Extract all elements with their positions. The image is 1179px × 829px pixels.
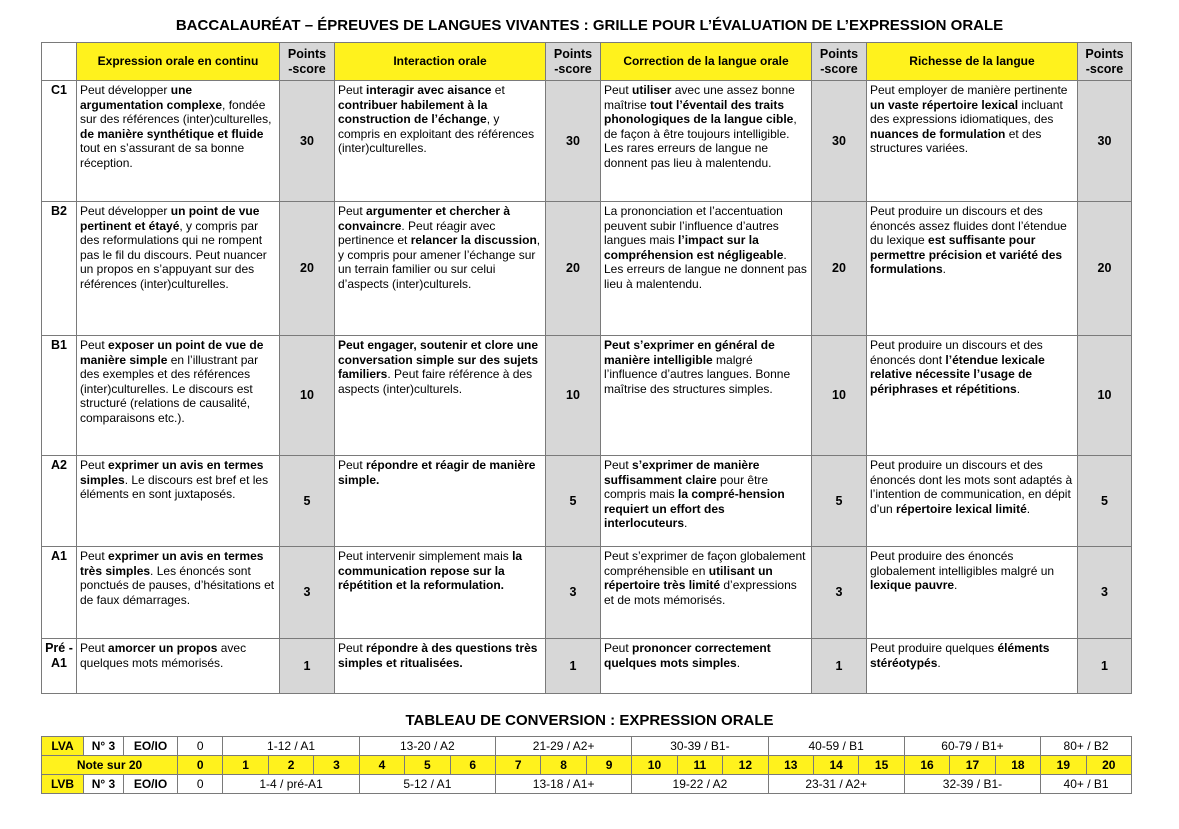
descriptor-cell	[335, 547, 546, 639]
descriptor-text: Peut	[338, 641, 367, 655]
descriptor-text: tout l’éventail des traits phonologiques de la langue cible	[604, 97, 794, 127]
score-cell: 10	[546, 336, 601, 456]
descriptor-cell	[601, 336, 812, 456]
descriptor-text: répertoire lexical limité	[896, 501, 1027, 516]
descriptor-text: . Peut faire référence à des aspects (inter)culturels.	[338, 367, 533, 396]
grid-row	[42, 456, 1132, 547]
descriptor-cell	[601, 639, 812, 694]
score-range: 32-39 / B1-	[904, 775, 1040, 794]
descriptor-text: Peut développer	[80, 83, 171, 97]
descriptor-text: , de façon à être toujours intelligible. Les rares erreurs de langue ne donnent pas lieu à malentendu.	[604, 112, 797, 170]
descriptor-cell	[867, 81, 1078, 202]
epreuve-type: EO/IO	[124, 775, 178, 794]
lva-label: LVA	[42, 737, 84, 756]
score-label: -score	[820, 61, 858, 76]
descriptor-cell	[601, 202, 812, 336]
descriptor-text: éléments stéréotypés	[870, 641, 1050, 670]
descriptor-text: contribuer habilement à la construction de l’échange	[338, 97, 488, 127]
descriptor-text: argumenter et chercher à convaincre	[338, 204, 511, 233]
descriptor-text: , y compris en exploitant des références (inter)culturelles.	[338, 112, 535, 156]
descriptor-cell	[77, 547, 280, 639]
grid-row	[42, 639, 1132, 694]
score-range: 80+ / B2	[1041, 737, 1132, 756]
descriptor-text: pour être compris mais	[604, 472, 769, 502]
score-cell: 20	[546, 202, 601, 336]
descriptor-cell	[77, 336, 280, 456]
descriptor-text: et	[491, 83, 505, 97]
descriptor-text: amorcer un propos	[108, 641, 218, 655]
descriptor-text: .	[942, 262, 947, 277]
descriptor-cell	[601, 547, 812, 639]
descriptor-text: Peut produire des énoncés globalement intelligibles malgré un	[870, 549, 1055, 578]
descriptor-text: .	[1026, 501, 1031, 516]
header-points	[812, 43, 867, 81]
score-cell: 20	[1078, 202, 1132, 336]
descriptor-text: Peut	[604, 83, 633, 97]
descriptor-text: Peut	[338, 204, 367, 218]
descriptor-text: . Les erreurs de langue ne donnent pas lieu à malentendu.	[604, 247, 807, 291]
score-cell: 10	[1078, 336, 1132, 456]
score-range: 23-31 / A2+	[768, 775, 904, 794]
header-points	[1078, 43, 1132, 81]
epreuve-number: N° 3	[84, 737, 124, 756]
lva-row	[42, 737, 1132, 756]
note-label: Note sur 20	[42, 756, 178, 775]
note-value: 8	[541, 756, 586, 775]
descriptor-text: avec quelques mots mémorisés.	[80, 641, 247, 670]
descriptor-cell	[867, 202, 1078, 336]
descriptor-text: et des structures variées.	[870, 126, 1042, 156]
note-value: 14	[813, 756, 858, 775]
score-cell: 20	[812, 202, 867, 336]
descriptor-text: , y compris pour amener l’échange sur un terrain familier ou sur celui d’aspects (inter)culturels.	[338, 233, 541, 291]
score-cell: 3	[546, 547, 601, 639]
note-value: 12	[723, 756, 768, 775]
score-cell: 30	[280, 81, 335, 202]
score-label: -score	[1085, 61, 1124, 76]
descriptor-cell	[335, 202, 546, 336]
descriptor-text: est suffisante pour permettre précision et variété des formulations	[870, 233, 1063, 277]
descriptor-cell	[77, 456, 280, 547]
level-label: B2	[42, 202, 77, 336]
descriptor-text: . Les énoncés sont ponctués de pauses, d’hésitations et de faux démarrages.	[80, 563, 275, 607]
note-value: 3	[314, 756, 359, 775]
header-interaction: Interaction orale	[335, 43, 546, 81]
note-value: 4	[359, 756, 404, 775]
descriptor-text: .	[937, 655, 941, 670]
descriptor-cell	[335, 639, 546, 694]
header-correction: Correction de la langue orale	[601, 43, 812, 81]
descriptor-cell	[867, 456, 1078, 547]
score-range: 19-22 / A2	[632, 775, 768, 794]
descriptor-text: de manière synthétique et fluide	[80, 126, 264, 141]
descriptor-text: malgré l’influence d’autres langues. Bonne maîtrise des structures simples.	[604, 352, 791, 396]
score-cell: 1	[812, 639, 867, 694]
note-value: 13	[768, 756, 813, 775]
points-label: Points	[819, 46, 859, 61]
descriptor-text: . Peut réagir avec pertinence et	[338, 218, 496, 248]
descriptor-text: prononcer correctement quelques mots simples	[604, 641, 771, 670]
points-label: Points	[287, 46, 327, 61]
descriptor-text: Peut	[604, 458, 633, 472]
note-value: 17	[950, 756, 995, 775]
descriptor-text: une argumentation complexe	[80, 83, 223, 112]
descriptor-text: . Le discours est bref et les éléments en sont juxtaposés.	[80, 472, 269, 502]
descriptor-text: exprimer un avis en termes très simples	[80, 549, 264, 578]
descriptor-cell	[77, 81, 280, 202]
score-range: 21-29 / A2+	[495, 737, 631, 756]
descriptor-text: Peut	[80, 338, 109, 352]
page-title: BACCALAURÉAT – ÉPREUVES DE LANGUES VIVANTES : GRILLE POUR L’ÉVALUATION DE L’EXPRESSION ORALE	[175, 17, 1004, 34]
descriptor-text: Peut développer	[80, 204, 171, 218]
descriptor-cell	[335, 336, 546, 456]
grid-row	[42, 202, 1132, 336]
descriptor-text: nuances de formulation	[870, 126, 1006, 141]
descriptor-text: La prononciation et l’accentuation peuvent subir l’influence d’autres langues mais	[604, 204, 783, 248]
descriptor-cell	[335, 456, 546, 547]
descriptor-text: un vaste répertoire lexical	[870, 97, 1019, 112]
note-value: 19	[1041, 756, 1086, 775]
note-value: 16	[904, 756, 949, 775]
descriptor-text: relancer la discussion	[410, 233, 537, 248]
descriptor-text: incluant des expressions idiomatiques, des	[870, 97, 1063, 127]
level-label: A1	[42, 547, 77, 639]
descriptor-text: Peut s’exprimer de façon globalement compréhensible en	[604, 549, 806, 578]
level-label: C1	[42, 81, 77, 202]
score-cell: 5	[812, 456, 867, 547]
descriptor-text: Peut	[80, 549, 109, 563]
descriptor-text: Peut engager, soutenir et clore une conversation simple sur des sujets familiers	[338, 338, 539, 382]
note-row	[42, 756, 1132, 775]
descriptor-cell	[867, 639, 1078, 694]
descriptor-text: lexique pauvre	[870, 578, 955, 593]
corner-cell	[42, 43, 77, 81]
score-range: 40+ / B1	[1041, 775, 1132, 794]
descriptor-cell	[335, 81, 546, 202]
evaluation-grid	[41, 42, 1132, 694]
descriptor-cell	[867, 547, 1078, 639]
grid-header-row	[42, 43, 1132, 81]
descriptor-text: exprimer un avis en termes simples	[80, 458, 264, 487]
descriptor-text: utilisant un répertoire très limité	[604, 563, 773, 593]
score-cell: 30	[812, 81, 867, 202]
note-value: 6	[450, 756, 495, 775]
descriptor-text: .	[684, 516, 688, 531]
score-cell: 10	[280, 336, 335, 456]
note-value: 1	[223, 756, 268, 775]
conversion-title: TABLEAU DE CONVERSION : EXPRESSION ORALE	[405, 712, 774, 729]
grid-row	[42, 81, 1132, 202]
header-richesse: Richesse de la langue	[867, 43, 1078, 81]
score-cell: 3	[812, 547, 867, 639]
descriptor-text: Peut	[80, 458, 109, 472]
descriptor-text: Peut	[338, 458, 367, 472]
note-value: 20	[1086, 756, 1131, 775]
descriptor-text: Peut	[338, 83, 367, 97]
conversion-table	[41, 736, 1132, 794]
descriptor-text: la communication repose sur la répétition et la reformulation.	[338, 549, 523, 593]
descriptor-text: Peut produire un discours et des énoncés dont	[870, 338, 1043, 367]
descriptor-text: tout en s’assurant de sa bonne réception.	[80, 141, 245, 170]
descriptor-text: l’impact sur la compréhension est négligeable	[604, 233, 784, 262]
descriptor-cell	[77, 202, 280, 336]
descriptor-cell	[601, 81, 812, 202]
header-expression-continu: Expression orale en continu	[77, 43, 280, 81]
descriptor-text: interagir avec aisance	[366, 83, 492, 97]
score-range: 1-12 / A1	[223, 737, 359, 756]
score-label: -score	[554, 61, 592, 76]
score-range: 5-12 / A1	[359, 775, 495, 794]
epreuve-number: N° 3	[84, 775, 124, 794]
descriptor-text: Peut produire un discours et des énoncés dont les mots sont adaptés à l’intention de communication, en dépit d’un	[870, 458, 1073, 516]
note-value: 11	[677, 756, 722, 775]
score-cell: 1	[1078, 639, 1132, 694]
score-cell: 3	[1078, 547, 1132, 639]
descriptor-text: Peut intervenir simplement mais	[338, 549, 513, 563]
score-cell: 10	[812, 336, 867, 456]
score-cell: 5	[1078, 456, 1132, 547]
descriptor-text: la compré-hension requiert un effort des interlocuteurs	[604, 487, 785, 531]
score-cell: 1	[546, 639, 601, 694]
descriptor-cell	[867, 336, 1078, 456]
descriptor-text: Peut s’exprimer en général de manière intelligible	[604, 338, 775, 367]
descriptor-text: un point de vue pertinent et étayé	[80, 204, 260, 233]
note-value: 5	[405, 756, 450, 775]
score-cell: 20	[280, 202, 335, 336]
grid-row	[42, 547, 1132, 639]
descriptor-text: l’étendue lexicale relative nécessite l’usage de périphrases et répétitions	[870, 352, 1045, 396]
score-label: -score	[288, 61, 326, 76]
note-value: 9	[586, 756, 631, 775]
score-cell: 3	[280, 547, 335, 639]
level-label: Pré -A1	[42, 639, 77, 694]
descriptor-text: en l’illustrant par des exemples et des références (inter)culturelles. Le discours est structuré (relations de causalité, comparaisons etc.).	[80, 352, 259, 425]
descriptor-text: s’exprimer de manière suffisamment claire	[604, 458, 760, 487]
note-value: 0	[178, 756, 223, 775]
descriptor-text: Peut	[80, 641, 109, 655]
score-range: 60-79 / B1+	[904, 737, 1040, 756]
score-cell: 30	[1078, 81, 1132, 202]
header-points	[280, 43, 335, 81]
grid-row	[42, 336, 1132, 456]
descriptor-text: Peut produire un discours et des énoncés assez fluides dont l’étendue du lexique	[870, 204, 1067, 248]
lvb-row	[42, 775, 1132, 794]
points-label: Points	[553, 46, 593, 61]
score-range: 13-18 / A1+	[495, 775, 631, 794]
points-label: Points	[1085, 46, 1124, 61]
header-points	[546, 43, 601, 81]
descriptor-cell	[601, 456, 812, 547]
score-range: 40-59 / B1	[768, 737, 904, 756]
descriptor-text: Peut produire quelques	[870, 641, 998, 655]
descriptor-text: répondre et réagir de manière simple.	[338, 458, 536, 487]
lvb-label: LVB	[42, 775, 84, 794]
descriptor-text: avec une assez bonne maîtrise	[604, 83, 795, 112]
descriptor-text: .	[1016, 381, 1021, 396]
zero-score: 0	[178, 737, 223, 756]
zero-score: 0	[178, 775, 223, 794]
descriptor-text: Peut employer de manière pertinente	[870, 83, 1068, 97]
score-range: 30-39 / B1-	[632, 737, 768, 756]
level-label: A2	[42, 456, 77, 547]
note-value: 10	[632, 756, 677, 775]
score-cell: 5	[546, 456, 601, 547]
descriptor-text: , y compris par des reformulations qui ne rompent pas le fil du discours. Peut nuancer un propos en s’appuyant sur des références (inter)culturelles.	[80, 218, 267, 291]
descriptor-text: , fondée sur des références (inter)culturelles,	[80, 97, 272, 127]
descriptor-text: d’expressions et de mots mémorisés.	[604, 578, 797, 607]
note-value: 2	[268, 756, 313, 775]
score-cell: 30	[546, 81, 601, 202]
descriptor-text: répondre à des questions très simples et ritualisées.	[338, 641, 538, 670]
score-range: 1-4 / pré-A1	[223, 775, 359, 794]
descriptor-text: exposer un point de vue de manière simple	[80, 338, 264, 367]
score-cell: 5	[280, 456, 335, 547]
note-value: 18	[995, 756, 1040, 775]
descriptor-text: utiliser	[632, 83, 672, 97]
level-label: B1	[42, 336, 77, 456]
descriptor-text: Peut	[604, 641, 633, 655]
score-cell: 1	[280, 639, 335, 694]
note-value: 15	[859, 756, 904, 775]
epreuve-type: EO/IO	[124, 737, 178, 756]
note-value: 7	[495, 756, 540, 775]
descriptor-text: .	[736, 655, 741, 670]
score-range: 13-20 / A2	[359, 737, 495, 756]
descriptor-cell	[77, 639, 280, 694]
descriptor-text: .	[954, 578, 958, 593]
